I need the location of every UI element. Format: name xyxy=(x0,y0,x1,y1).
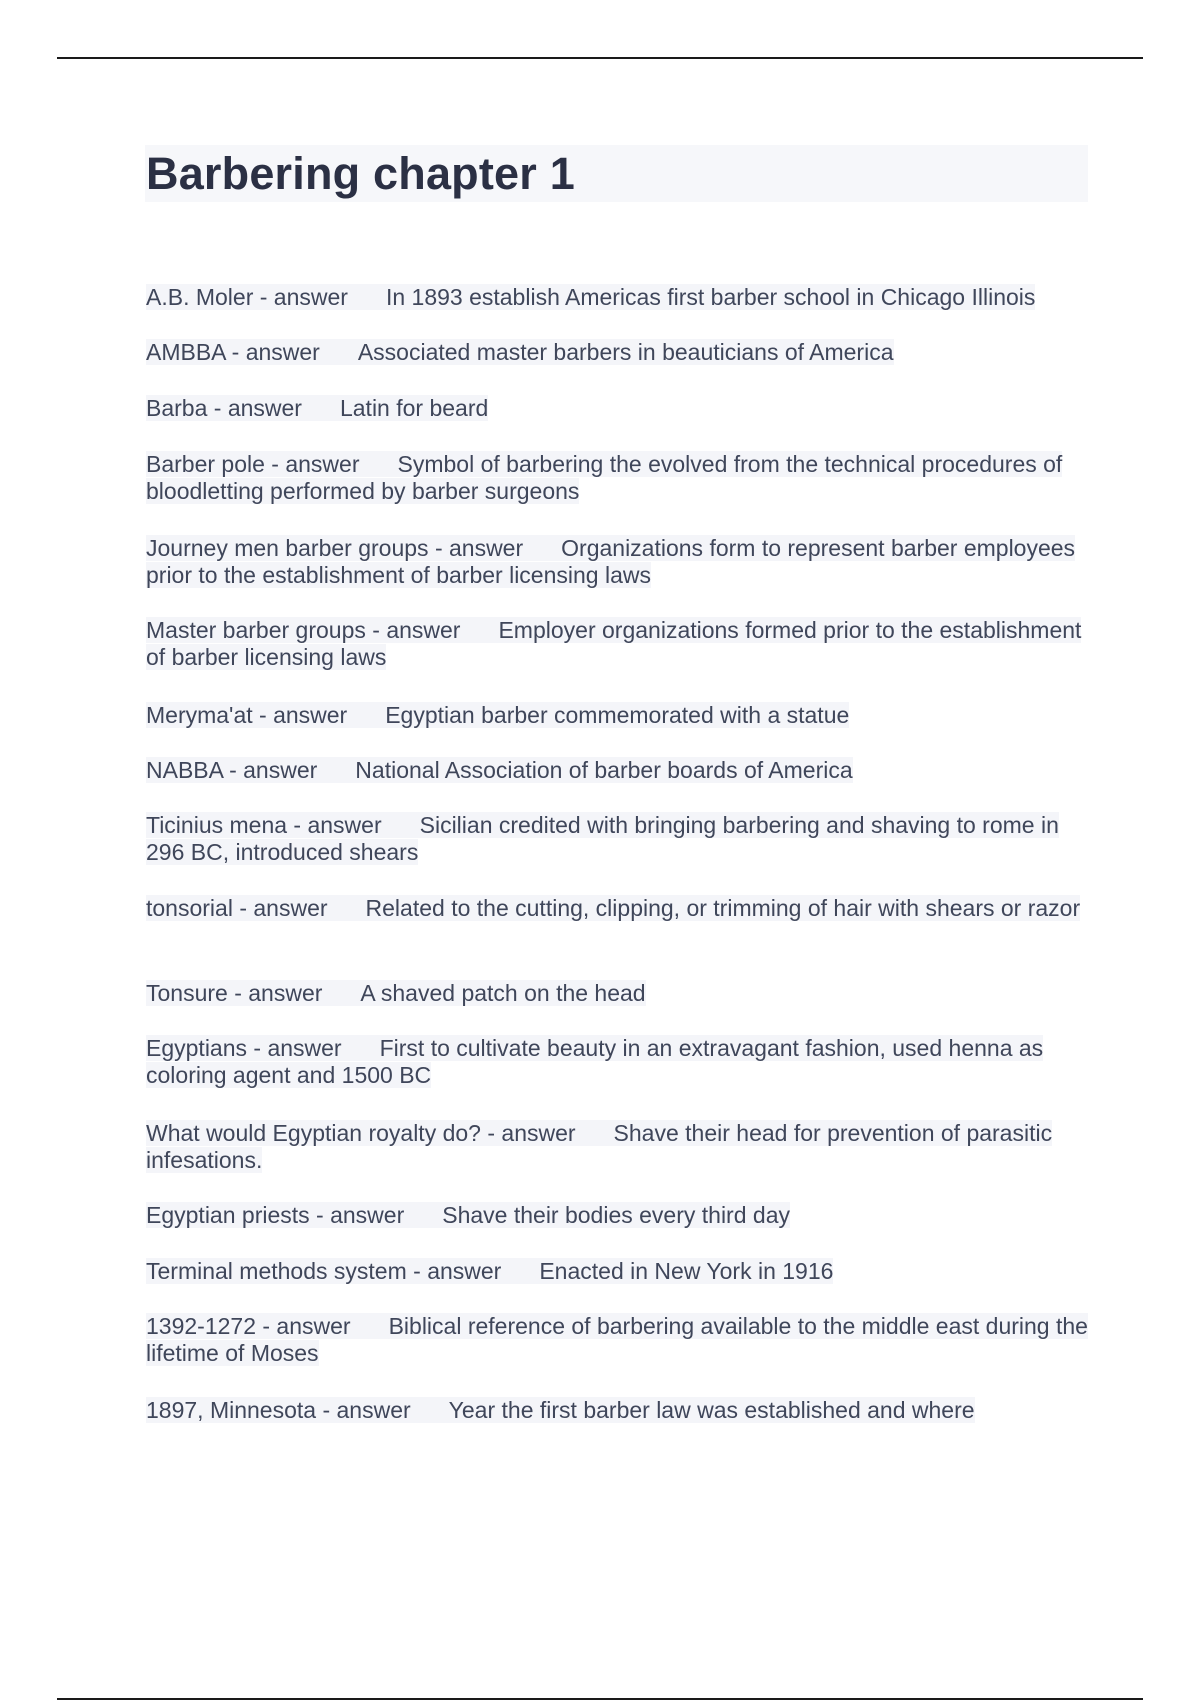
flashcard-term: A.B. Moler - answer xyxy=(146,284,348,310)
flashcard-definition: In 1893 establish Americas first barber school in Chicago Illinois xyxy=(385,284,1036,310)
flashcard-definition: Sicilian credited with bringing barbering and shaving to rome in 296 BC, introduced shears xyxy=(146,812,1059,865)
document-title: Barbering chapter 1 xyxy=(146,148,575,199)
flashcard-entry xyxy=(146,617,1088,671)
flashcard-entry xyxy=(146,702,1088,729)
flashcard-term: Ticinius mena - answer xyxy=(146,812,382,838)
flashcard-definition: Symbol of barbering the evolved from the technical procedures of bloodletting performed by barber surgeons xyxy=(146,451,1063,504)
flashcard-entry xyxy=(146,1035,1088,1089)
flashcard-term: tonsorial - answer xyxy=(146,895,328,921)
flashcard-definition: Biblical reference of barbering available to the middle east during the lifetime of Moses xyxy=(146,1313,1088,1366)
flashcard-entry xyxy=(146,1258,1088,1285)
flashcard-entry xyxy=(146,895,1088,922)
flashcard-definition: Employer organizations formed prior to the establishment of barber licensing laws xyxy=(146,617,1082,670)
flashcard-entry xyxy=(146,339,1088,366)
flashcard-entry xyxy=(146,395,1088,422)
flashcard-term: Egyptian priests - answer xyxy=(146,1202,405,1228)
flashcard-definition: First to cultivate beauty in an extravagant fashion, used henna as coloring agent and 1500 BC xyxy=(146,1035,1044,1088)
flashcard-entry xyxy=(146,535,1088,589)
flashcard-definition: Year the first barber law was established and where xyxy=(448,1397,975,1423)
flashcard-entry xyxy=(146,1313,1088,1367)
flashcard-term: Tonsure - answer xyxy=(146,980,323,1006)
flashcard-definition: Egyptian barber commemorated with a statue xyxy=(385,702,850,728)
flashcard-term: AMBBA - answer xyxy=(146,339,320,365)
flashcard-term: Egyptians - answer xyxy=(146,1035,342,1061)
top-divider xyxy=(57,57,1143,59)
flashcard-definition: Associated master barbers in beauticians of America xyxy=(357,339,894,365)
flashcard-term: Master barber groups - answer xyxy=(146,617,461,643)
flashcard-definition: Enacted in New York in 1916 xyxy=(539,1258,834,1284)
flashcard-entry xyxy=(146,812,1088,866)
flashcard-term: NABBA - answer xyxy=(146,757,318,783)
flashcard-definition: Shave their bodies every third day xyxy=(442,1202,790,1228)
flashcard-term: Barber pole - answer xyxy=(146,451,360,477)
flashcard-entry xyxy=(146,284,1088,311)
flashcard-definition: Latin for beard xyxy=(339,395,489,421)
flashcard-definition: National Association of barber boards of America xyxy=(355,757,853,783)
flashcard-entry xyxy=(146,757,1088,784)
flashcard-term: Terminal methods system - answer xyxy=(146,1258,502,1284)
flashcard-term: Journey men barber groups - answer xyxy=(146,535,524,561)
flashcard-entry xyxy=(146,1397,1088,1424)
flashcard-definition: Related to the cutting, clipping, or trimming of hair with shears or razor xyxy=(365,895,1081,921)
flashcard-term: 1897, Minnesota - answer xyxy=(146,1397,411,1423)
flashcard-term: Barba - answer xyxy=(146,395,302,421)
flashcard-definition: Shave their head for prevention of parasitic infesations. xyxy=(146,1120,1053,1173)
flashcard-entry xyxy=(146,451,1088,505)
flashcard-term: What would Egyptian royalty do? - answer xyxy=(146,1120,576,1146)
flashcard-entry xyxy=(146,980,1088,1007)
flashcard-definition: Organizations form to represent barber employees prior to the establishment of barber licensing laws xyxy=(146,535,1076,588)
flashcard-definition: A shaved patch on the head xyxy=(360,980,646,1006)
flashcard-term: 1392-1272 - answer xyxy=(146,1313,351,1339)
flashcard-entry xyxy=(146,1202,1088,1229)
flashcard-entry xyxy=(146,1120,1088,1174)
flashcard-term: Meryma'at - answer xyxy=(146,702,348,728)
